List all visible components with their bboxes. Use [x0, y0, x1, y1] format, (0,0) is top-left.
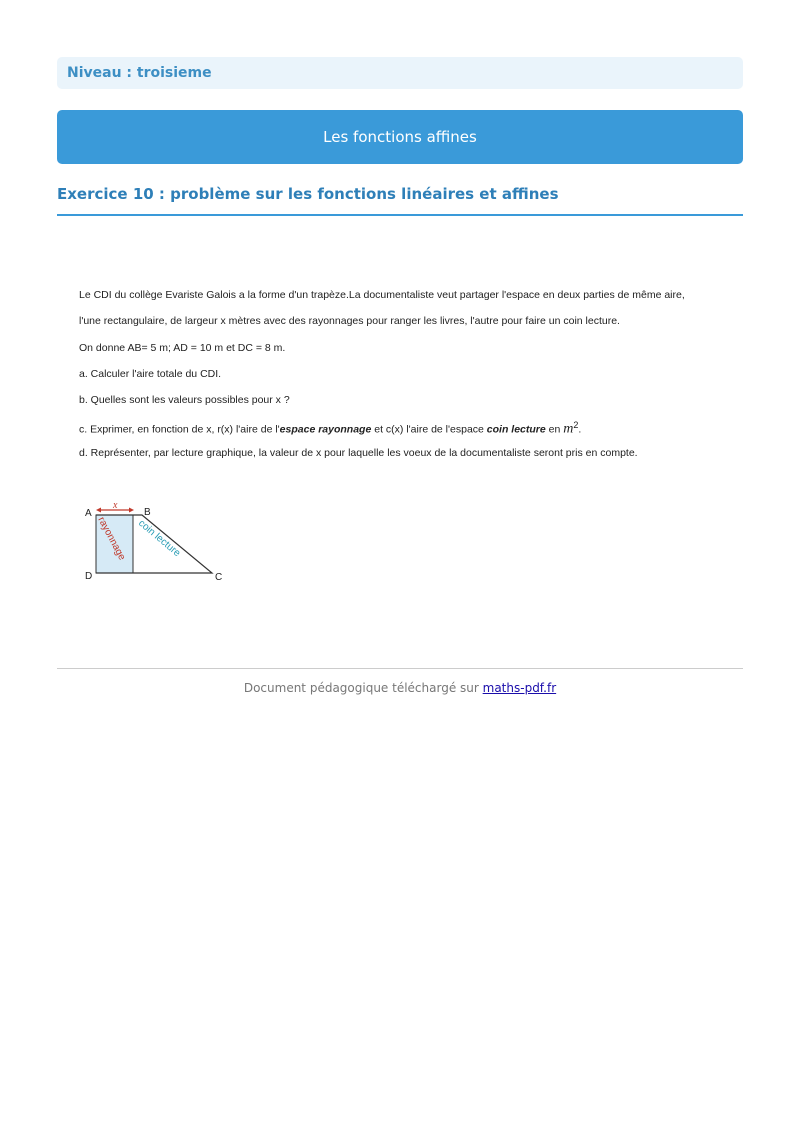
- point-c-label: C: [215, 572, 223, 583]
- coin-lecture-label: coin lecture: [136, 517, 183, 560]
- level-text: Niveau : troisieme: [67, 65, 212, 81]
- chapter-title: Les fonctions affines: [323, 128, 477, 146]
- point-a-label: A: [85, 508, 92, 519]
- question-c-suffix: en: [545, 423, 564, 436]
- footer-link[interactable]: maths-pdf.fr: [482, 681, 557, 695]
- statement-line-1: Le CDI du collège Evariste Galois a la forme d'un trapèze.La documentaliste veut partager l'espace en deux parties de même aire,: [79, 289, 685, 301]
- exercise-title: Exercice 10 : problème sur les fonctions linéaires et affines: [57, 185, 743, 216]
- chapter-title-banner: [57, 110, 743, 164]
- x-arrow-head-left: [96, 508, 101, 513]
- question-c-end: .: [578, 423, 582, 436]
- rayonnage-label: rayonnage: [95, 515, 128, 563]
- question-b: b. Quelles sont les valeurs possibles pour x ?: [79, 394, 290, 407]
- statement-line-given: On donne AB= 5 m; AD = 10 m et DC = 8 m.: [79, 341, 286, 354]
- question-d: d. Représenter, par lecture graphique, la valeur de x pour laquelle les voeux de la documentaliste seront pris en compte.: [79, 446, 638, 459]
- x-arrow-head-right: [129, 508, 134, 513]
- trapezoid-figure: [82, 500, 232, 586]
- footer-text: Document pédagogique téléchargé sur: [243, 681, 483, 695]
- point-d-label: D: [85, 571, 93, 582]
- variable-x-label: x: [113, 500, 118, 511]
- footer: [57, 681, 743, 695]
- footer-divider: [57, 668, 743, 669]
- point-b-label: B: [144, 507, 151, 518]
- question-c-prefix: c. Exprimer, en fonction de x, r(x) l'aire de l': [79, 423, 280, 436]
- question-c-bold-coin: coin lecture: [486, 423, 546, 436]
- exercise-statement: [79, 289, 739, 473]
- statement-line-2: l'une rectangulaire, de largeur x mètres avec des rayonnages pour ranger les livres, l'autre pour faire un coin lecture.: [79, 315, 620, 328]
- question-a: a. Calculer l'aire totale du CDI.: [79, 367, 222, 380]
- level-banner: [57, 57, 743, 89]
- question-c-bold-rayonnage: espace rayonnage: [279, 423, 372, 436]
- question-c-mid: et c(x) l'aire de l'espace: [371, 423, 487, 436]
- question-c: [79, 420, 739, 446]
- unit-m: m: [563, 421, 574, 437]
- unit-exponent: 2: [573, 420, 579, 431]
